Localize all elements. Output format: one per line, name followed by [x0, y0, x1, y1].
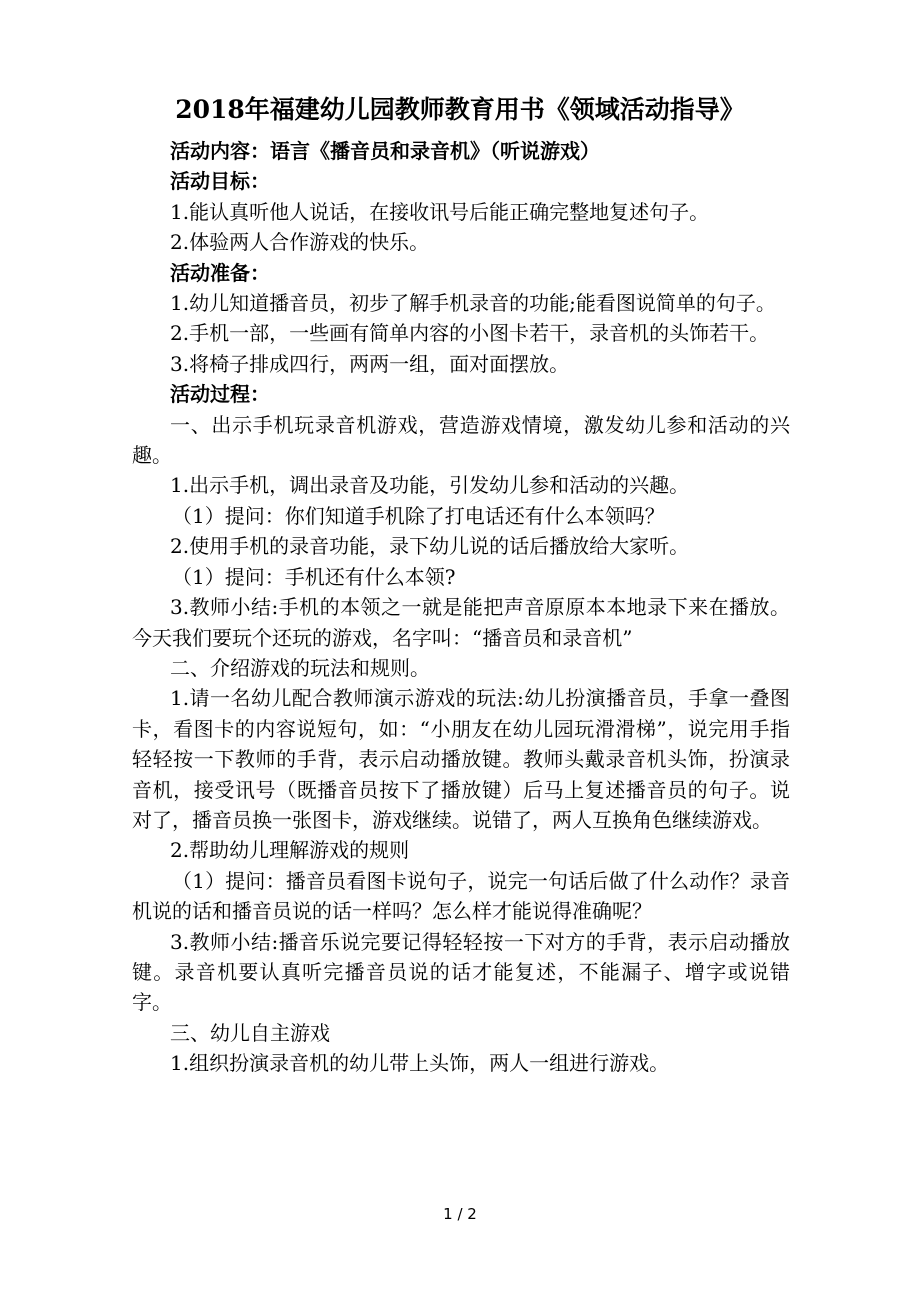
- paragraph: 2.手机一部，一些画有简单内容的小图卡若干，录音机的头饰若干。: [170, 321, 770, 346]
- paragraph: 1.请一名幼儿配合教师演示游戏的玩法:幼儿扮演播音员，手拿一叠图卡，看图卡的内容说短句，如：“小朋友在幼儿园玩滑滑梯”，说完用手指轻轻按一下教师的手背，表示启动播放键。教师头戴录音机头饰，扮演录音机，接受讯号（既播音员按下了播放键）后马上复述播音员的句子。说对了，播音员换一张图卡，游戏继续。说错了，两人互换角色继续游戏。: [132, 686, 790, 832]
- paragraph: 2.使用手机的录音功能，录下幼儿说的话后播放给大家听。: [170, 534, 690, 559]
- section-heading-process: 活动过程：: [170, 382, 270, 407]
- paragraph: 3.教师小结:手机的本领之一就是能把声音原原本本地录下来在播放。今天我们要玩个还玩的游戏，名字叫：“播音员和录音机”: [132, 595, 790, 650]
- page-number: 1 / 2: [443, 1205, 477, 1223]
- section-heading-goals: 活动目标：: [170, 169, 270, 194]
- document-body: [132, 136, 790, 1079]
- paragraph: 1.能认真听他人说话，在接收讯号后能正确完整地复述句子。: [170, 199, 710, 224]
- paragraph: 3.将椅子排成四行，两两一组，面对面摆放。: [170, 351, 570, 376]
- paragraph: 2.帮助幼儿理解游戏的规则: [170, 838, 410, 863]
- paragraph: （1）提问：你们知道手机除了打电话还有什么本领吗？: [172, 503, 665, 528]
- paragraph: 三、幼儿自主游戏: [170, 1020, 330, 1045]
- section-heading-preparation: 活动准备：: [170, 260, 270, 285]
- paragraph: 1.出示手机，调出录音及功能，引发幼儿参和活动的兴趣。: [170, 473, 690, 498]
- paragraph: 二、介绍游戏的玩法和规则。: [170, 655, 430, 680]
- paragraph: 3.教师小结:播音乐说完要记得轻轻按一下对方的手背，表示启动播放键。录音机要认真听完播音员说的话才能复述，不能漏子、增字或说错字。: [132, 929, 790, 1015]
- paragraph: （1）提问：手机还有什么本领?: [172, 564, 456, 589]
- document-title: 2018年福建幼儿园教师教育用书《领域活动指导》: [175, 95, 745, 124]
- section-heading-content: 活动内容：语言《播音员和录音机》（听说游戏）: [170, 139, 600, 163]
- paragraph: 2.体验两人合作游戏的快乐。: [170, 230, 430, 255]
- paragraph: 一、出示手机玩录音机游戏，营造游戏情境，激发幼儿参和活动的兴趣。: [132, 412, 790, 468]
- paragraph: 1.组织扮演录音机的幼儿带上头饰，两人一组进行游戏。: [170, 1051, 670, 1076]
- paragraph: 1.幼儿知道播音员，初步了解手机录音的功能;能看图说简单的句子。: [170, 291, 776, 316]
- paragraph: （1）提问：播音员看图卡说句子，说完一句话后做了什么动作？录音机说的话和播音员说的话一样吗？怎么样才能说得准确呢？: [132, 868, 790, 924]
